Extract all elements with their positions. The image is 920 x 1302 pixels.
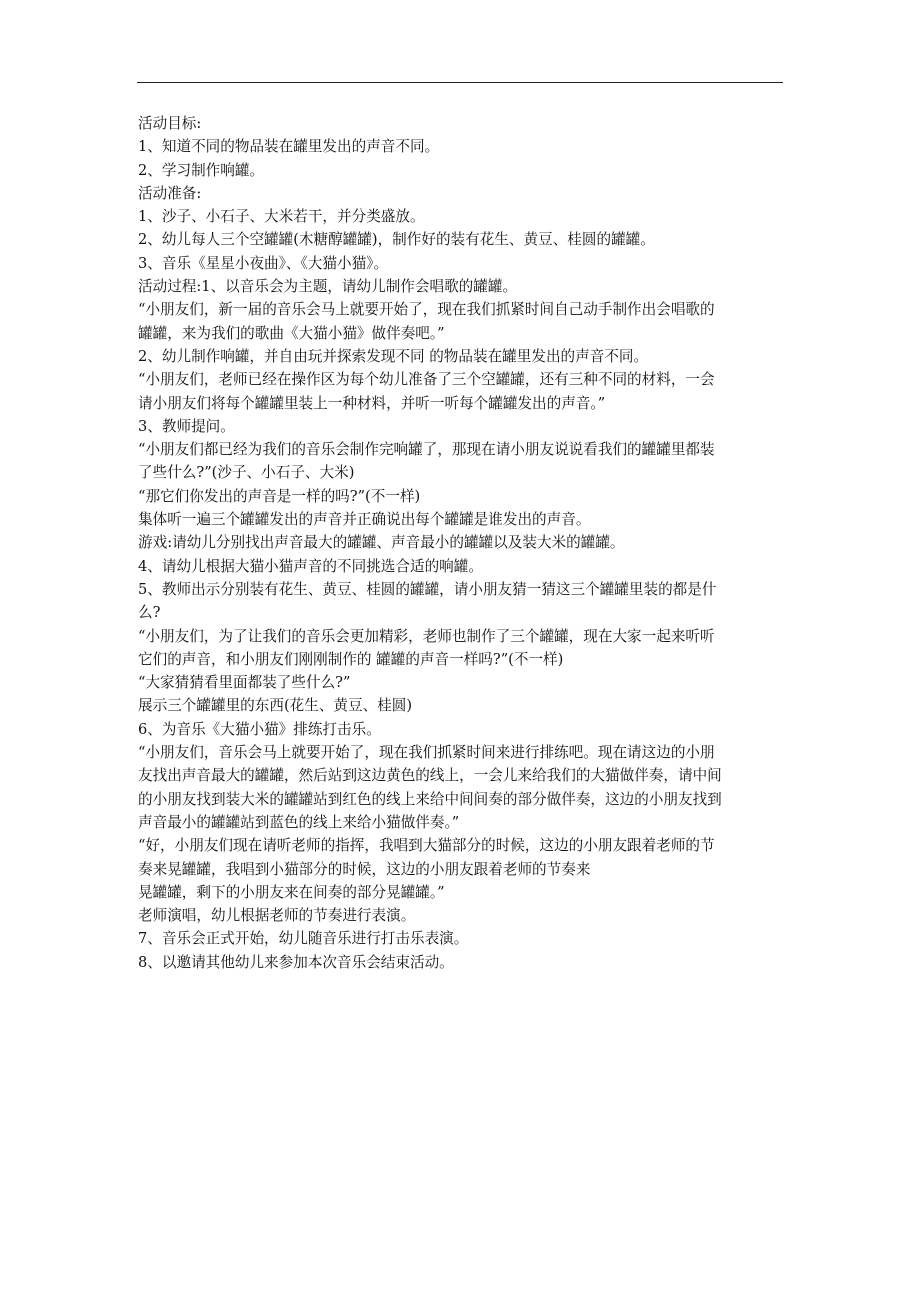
document-line: 2、幼儿每人三个空罐罐(木糖醇罐罐)，制作好的装有花生、黄豆、桂圆的罐罐。 [138,231,655,249]
document-line: 游戏:请幼儿分别找出声音最大的罐罐、声音最小的罐罐以及装大米的罐罐。 [138,534,625,552]
document-line: “小朋友们，为了让我们的音乐会更加精彩，老师也制作了三个罐罐，现在大家一起来听听 [138,627,715,645]
document-line: 活动准备: [138,184,202,202]
document-line: “那它们你发出的声音是一样的吗?”(不一样) [138,487,421,505]
document-line: 活动目标: [138,115,202,132]
document-line: 罐罐，来为我们的歌曲《大猫小猫》做伴奏吧。” [138,324,445,342]
document-line: “小朋友们，音乐会马上就要开始了，现在我们抓紧时间来进行排练吧。现在请这边的小朋 [138,744,715,762]
document-line: 展示三个罐罐里的东西(花生、黄豆、桂圆) [138,697,413,715]
document-body [138,112,786,974]
document-line: “好，小朋友们现在请听老师的指挥，我唱到大猫部分的时候，这边的小朋友跟着老师的节 [138,837,715,855]
document-line: 声音最小的罐罐站到蓝色的线上来给小猫做伴奏。” [138,813,460,831]
document-line: 集体听一遍三个罐罐发出的声音并正确说出每个罐罐是谁发出的声音。 [138,511,591,529]
document-line: 晃罐罐，剩下的小朋友来在间奏的部分晃罐罐。” [138,883,445,901]
document-line: “大家猜猜看里面都装了些什么?” [138,674,351,692]
document-line: 6、为音乐《大猫小猫》排练打击乐。 [138,720,381,738]
document-line: 活动过程:1、以音乐会为主题，请幼儿制作会唱歌的罐罐。 [138,278,518,296]
document-line: 请小朋友们将每个罐罐里装上一种材料，并听一听每个罐罐发出的声音。” [138,394,606,412]
document-line: 了些什么?”(沙子、小石子、大米) [138,464,355,482]
document-line: 2、幼儿制作响罐，并自由玩并探索发现不同 的物品装在罐里发出的声音不同。 [138,347,649,365]
document-line: 5、教师出示分别装有花生、黄豆、桂圆的罐罐，请小朋友猜一猜这三个罐罐里装的都是什 [138,580,717,598]
document-line: 2、学习制作响罐。 [138,161,265,179]
header-rule [137,82,783,83]
document-line: 的小朋友找到装大米的罐罐站到红色的线上来给中间间奏的部分做伴奏，这边的小朋友找到 [138,790,722,808]
document-line: “小朋友们，老师已经在操作区为每个幼儿准备了三个空罐罐，还有三种不同的材料，一会 [138,371,715,389]
document-line: 1、沙子、小石子、大米若干，并分类盛放。 [138,208,425,226]
document-line: 3、音乐《星星小夜曲》、《大猫小猫》。 [138,254,389,272]
document-line: 么? [138,604,161,622]
document-line: 8、以邀请其他幼儿来参加本次音乐会结束活动。 [138,953,454,971]
document-line: “小朋友们都已经为我们的音乐会制作完响罐了，那现在请小朋友说说看我们的罐罐里都装 [138,441,715,459]
document-line: 4、请幼儿根据大猫小猫声音的不同挑选合适的响罐。 [138,557,483,575]
document-line: 奏来晃罐罐，我唱到小猫部分的时候，这边的小朋友跟着老师的节奏来 [138,860,591,878]
document-line: 3、教师提问。 [138,417,235,435]
document-line: 老师演唱，幼儿根据老师的节奏进行表演。 [138,907,416,925]
document-line: 友找出声音最大的罐罐，然后站到这边黄色的线上，一会儿来给我们的大猫做伴奏，请中间 [138,767,722,785]
document-line: 1、知道不同的物品装在罐里发出的声音不同。 [138,138,440,156]
document-line: 它们的声音，和小朋友们刚刚制作的 罐罐的声音一样吗?”(不一样) [138,650,564,668]
document-line: 7、音乐会正式开始，幼儿随音乐进行打击乐表演。 [138,930,469,948]
document-line: “小朋友们，新一届的音乐会马上就要开始了，现在我们抓紧时间自己动手制作出会唱歌的 [138,301,715,319]
